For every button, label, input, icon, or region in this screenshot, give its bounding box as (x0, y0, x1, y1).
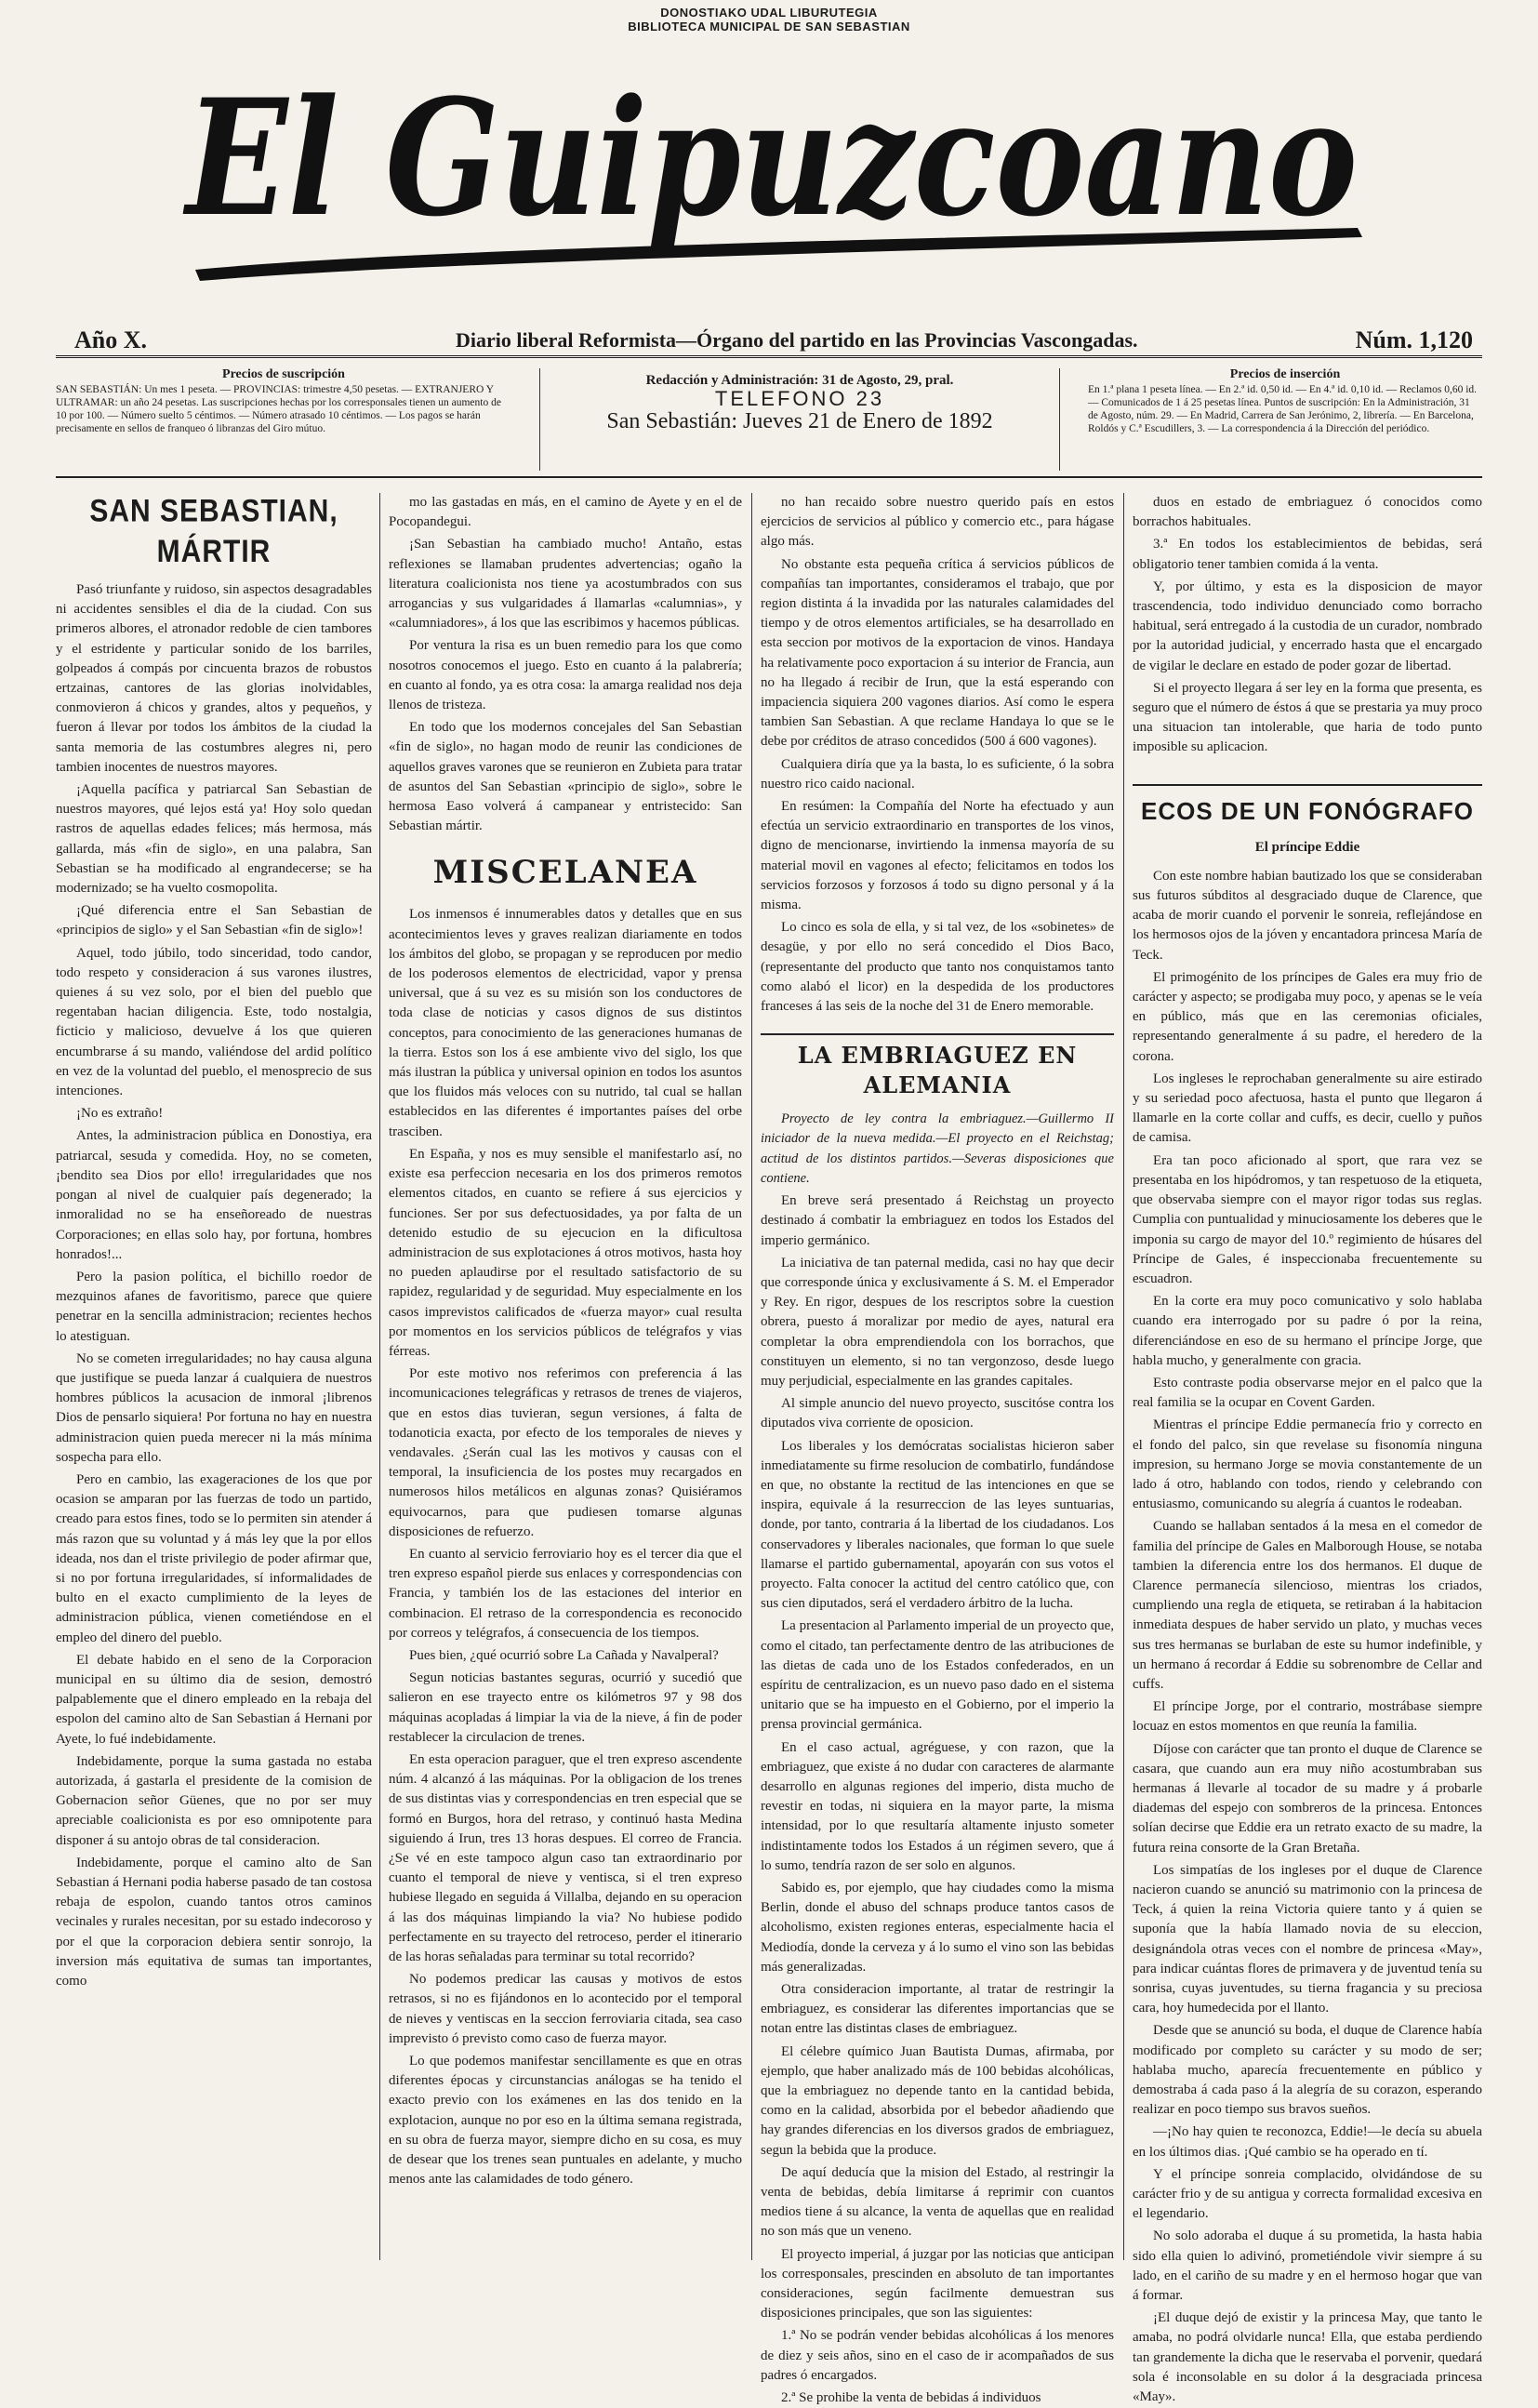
paragraph: Por este motivo nos referimos con preferencia á las incomunicaciones telegráficas y retrasos de trenes de viajeros, que en estos dias tuvieran, segun versiones, á falta de todanoticia exacta, por efecto de los temporales de nieves y vendavales. ¿Serán cual las les motivos y causas con el temporal, la insuficiencia de los postes muy recargados en numerosos hilos metálicos en algunas zonas? Quisiéramos equivocarnos, para que pudiesen tomarse algunas disposiciones de refuerzo. (389, 1366, 742, 1539)
article-headline: ECOS DE UN FONÓGRAFO (1133, 784, 1482, 827)
article-continuation (389, 493, 742, 836)
paragraph: Con este nombre habian bautizado los que se consideraban sus futuros súbditos al desgraciado duque de Clarence, que acaba de morir cuando el porvenir le sonreia, reflejándose en los hermosos ojos de la jóven y encantadora princesa María de Teck. (1133, 868, 1482, 963)
paragraph: En la corte era muy poco comunicativo y solo hablaba cuando era interrogado por su padre ó por la reina, diferenciándose en eso de su hermano el príncipe Jorge, que habla mucho, y generalmente con gracia. (1133, 1294, 1482, 1368)
paragraph: El proyecto imperial, á juzgar por las noticias que anticipan los corresponsales, prescinden en absoluto de tan importantes consideraciones, según facilmente demuestran sus disposiciones principales, que son las siguientes: (761, 2246, 1114, 2322)
paragraph: Segun noticias bastantes seguras, ocurrió y sucedió que salieron en ese trayecto entre os kilómetros 97 y 98 dos máquinas acopladas á limpiar la via de la nieve, á fin de poder restablecer la circulacion de trenes. (389, 1670, 742, 1745)
masthead (158, 37, 1386, 307)
column-1 (56, 493, 372, 2260)
issue-number: Núm. 1,120 (1355, 326, 1473, 353)
paragraph: ¡San Sebastian ha cambiado mucho! Antaño, estas reflexiones se llamaban prudentes advertencias; ogaño la literatura coalicionista nos tiene ya acostumbrados con sus arrogancias y sus vulgaridades á llamarlas «calumnias», y «calumniadores», á los que las escribimos y hacemos públicas. (389, 537, 742, 632)
paragraph: No obstante esta pequeña crítica á servicios públicos de compañías tan importantes, consideramos el trabajo, que por region distinta á la invadida por las naturales calamidades del tiempo y de otros elementos artificiales, se ha desarrollado en esta seccion por motivos de la exportacion de vinos. Handaya ha relativamente poco exportacion á su interior de Francia, aun no ha llegado á recibir de Irun, que la está esperando con impaciencia siquiera 200 vagones diarios. Así como le espera tambien San Sebastian. A que reclame Handaya lo que se le debe por créditos de atraso concedidos (500 á 600 vagones). (761, 556, 1114, 750)
insertion-prices (1088, 368, 1482, 435)
paragraph: 2.ª Se prohibe la venta de bebidas á individuos (781, 2390, 1041, 2406)
paragraph: ¡No es extraño! (76, 1106, 164, 1122)
paragraph: duos en estado de embriaguez ó conocidos como borrachos habituales. (1133, 495, 1482, 530)
paragraph: Sabido es, por ejemplo, que hay ciudades como la misma Berlin, donde el abuso del schnaps produce tantos casos de alcoholismo, existen regiones enteras, especialmente hacia el Mediodía, donde la cerveza y á lo sumo el vino son las bebidas más generalizadas. (761, 1881, 1114, 1975)
masthead-title: El Guipuzcoano (181, 63, 1358, 252)
article-continuation (761, 493, 1114, 1017)
editorial-info (539, 368, 1060, 471)
paragraph: En todo que los modernos concejales del San Sebastian «fin de siglo», no hagan modo de reunir las condiciones de aquellos graves varones que se reunieron en Zubieta para tratar de asuntos del San Sebastian «principio de siglo», sobre le hermosa Easo volverá á campanear y entristecido: San Sebastian mártir. (389, 720, 742, 834)
paragraph: Al simple anuncio del nuevo proyecto, suscitóse contra los diputados viva corriente de oposicion. (761, 1396, 1114, 1431)
paragraph: El debate habido en el seno de la Corporacion municipal en su último dia de sesion, demostró palpablemente que el dinero empleado en la rebaja del espolon del camino alto de San Sebastian á Hernani por Ayete, lo fué indebidamente. (56, 1652, 372, 1747)
article-headline: MISCELANEA (432, 854, 698, 892)
paragraph: En España, y nos es muy sensible el manifestarlo así, no existe esa perfeccion necesaria en los dos primeros remotos elementos citados, en cuanto se refiere á sus ejercicios y funciones. Ser por sus defectuosidades, ya por falta de un detenido estudio de su ejecucion en la dificultosa administracion de sus explotaciones á otros motivos, hasta hoy no pueden aplaudirse por el resultado satisfactorio de su rapidez, regularidad y de seguridad. Muy especialmente en los casos imprevistos calificados de «fuerza mayor» cual resulta por momentos en los servicios públicos de telégrafos y vias férreas. (389, 1146, 742, 1359)
article-headline: SAN SEBASTIAN, MÁRTIR (89, 493, 338, 570)
subtitle: Diario liberal Reformista—Órgano del partido en las Provincias Vascongadas. (456, 328, 1138, 352)
column-2 (389, 493, 742, 2260)
paragraph: El célebre químico Juan Bautista Dumas, afirmaba, por ejemplo, que haber analizado más de 100 bebidas alcohólicas, que la embriaguez no depende tanto en la cantidad bebida, como en la calidad, absorbida por el bebedor añadiendo que hay grandes diferencias en los diversos grados de embriaguez, segun la bebida que la produce. (761, 2043, 1114, 2158)
paragraph: Por ventura la risa es un buen remedio para los que como nosotros conocemos el juego. Esto en cuanto á la palabrería; en cuanto al fondo, ya es otra cosa: la amarga realidad nos deja llenos de tristeza. (389, 638, 742, 713)
insertion-title: Precios de inserción (1229, 367, 1341, 381)
paragraph: Pues bien, ¿qué ocurrió sobre La Cañada y Navalperal? (409, 1647, 719, 1663)
paragraph: ¡Qué diferencia entre el San Sebastian de «principios de siglo» y el San Sebastian «fin de siglo»! (56, 903, 372, 938)
paragraph: No se cometen irregularidades; no hay causa alguna que justifique se pueda lanzar á cualquiera de nuestros hombres públicos la acusacion de inmoral ¡librenos Dios de pensarlo siquiera! Por fortuna no hay en nuestra administracion quien pueda merecer ni la más mínima sospecha para ello. (56, 1350, 372, 1465)
paragraph: Díjose con carácter que tan pronto el duque de Clarence se casara, que cuando aun era muy niño acostumbraban sus hermanas á llevarle al tocador de su madre y á probarle diademas del espejo con sombreros de la princesa. Entonces solían decirse que Eddie era un retrato exacto de su madre, la futura reina consorte de la Gran Bretaña. (1133, 1741, 1482, 1856)
paragraph: ¡El duque dejó de existir y la princesa May, que tanto le amaba, no podrá olvidarle nunca! Ella, que estaba perdiendo tan grandemente la dicha que le reservaba el porvenir, quedará sola é inconsolable en su dolor á la desgraciada princesa «May». (1133, 2310, 1482, 2405)
column-rule (379, 493, 380, 2260)
paragraph: Aquel, todo júbilo, todo sinceridad, todo candor, todo respeto y consideracion á sus varones ilustres, quienes á su vez solo, por el bien del pueblo que regentaban hacian diligencia. Este, todo nostalgia, ficticio y malicioso, devuelve á los que quieren encumbrarse á su mando, valiéndose del ardid político en vez de la voluntad del pueblo, el menosprecio de sus intenciones. (56, 945, 372, 1099)
paragraph: Si el proyecto llegara á ser ley en la forma que presenta, es seguro que el número de éstos á que se prestaria ya muy proco una situacion tan intolerable, que haria de todo punto imposible su aplicacion. (1133, 680, 1482, 755)
paragraph: Esto contraste podia observarse mejor en el palco que la real familia se la ocupar en Covent Garden. (1133, 1375, 1482, 1411)
paragraph: La iniciativa de tan paternal medida, casi no hay que decir que corresponde única y exclusivamente á S. M. el Emperador y Rey. En rigor, despues de los rescriptos sobre la cuestion obrera, puesto á moralizar por medio de ayes, natural era completar la obra emprendiendola con los borrachos, que constituyen un elemento, si no tan vergonzoso, desde luego muy perjudicial, especialmente en las grandes capitales. (761, 1255, 1114, 1389)
subscription-text: SAN SEBASTIÁN: Un mes 1 peseta. — PROVINCIAS: trimestre 4,50 pesetas. — EXTRANJERO Y ULTRAMAR: un año 24 pesetas. Las suscripciones hechas por los corresponsales tienen un aumento de 10 por 100. — Número suelto 5 céntimos. — Número atrasado 10 céntimos. — Los pagos se harán precisamente en sellos de franqueo ó libranzas del Giro mútuo. (56, 384, 501, 434)
paragraph: En breve será presentado á Reichstag un proyecto destinado á combatir la embriaguez en todos los Estados del imperio germánico. (761, 1193, 1114, 1248)
year-label: Año X. (74, 326, 148, 353)
paragraph: Pero la pasion política, el bichillo roedor de mezquinos afanes de favoritismo, parece que quiere penetrar en la sencilla administracion; recientes hechos lo atestiguan. (56, 1269, 372, 1344)
paragraph: Otra consideracion importante, al tratar de restringir la embriaguez, es considerar las diferentes importancias que se notan entre las distintas clases de embriaguez. (761, 1982, 1114, 2037)
paragraph: Antes, la administracion pública en Donostiya, era patriarcal, sesuda y comedida. Hoy, no se cometen, ¡bendito sea Dios por ello! irregularidades que nos pongan al nivel de cualquier país degenerado; la inmoralidad no se ha enseñoreado de nuestras Corporaciones; en ellas solo hay, por fortuna, hombres honrados!... (56, 1128, 372, 1262)
column-rule (751, 493, 752, 2260)
paragraph: El príncipe Jorge, por el contrario, mostrábase siempre locuaz en estos momentos en que reunía la familia. (1133, 1699, 1482, 1735)
article-body (761, 1191, 1114, 2408)
paragraph: Cualquiera diría que ya la basta, lo es suficiente, ó la sobra nuestro rico caido nacional. (761, 756, 1114, 792)
article-continuation (1133, 493, 1482, 758)
paragraph: Y, por último, y esta es la disposicion de mayor trascendencia, todo individuo denunciado como borracho habitual, será entregado á la custodia de un curador, nombrado por la autoridad judicial, y encerrado hasta que el encargado de vigilar le declare en estado de poder gozar de libertad. (1133, 579, 1482, 673)
paragraph: En cuanto al servicio ferroviario hoy es el tercer dia que el tren expreso español pierde sus enlaces y correspondencias con Francia, y también los de las estaciones del interior en combinacion. El retraso de la correspondencia es reconocido por correos y telégrafos, á consecuencia de los tiempos. (389, 1546, 742, 1641)
subscription-prices (56, 368, 511, 435)
paragraph: —¡No hay quien te reconozca, Eddie!—le decía su abuela en los últimos dias. ¡Qué cambio se ha operado en tí. (1133, 2124, 1482, 2160)
paragraph: Desde que se anunció su boda, el duque de Clarence había modificado por completo su carácter y su modo de ser; hablaba mucho, aparecía frecuentemente en público y demostraba á cada paso á la alegría de su corazon, esperando realizar en poco tiempo sus bravos sueños. (1133, 2023, 1482, 2118)
article-body (389, 905, 742, 2189)
archive-line-1: DONOSTIAKO UDAL LIBURUTEGIA (660, 6, 878, 20)
column-3 (761, 493, 1114, 2406)
paragraph: Indebidamente, porque la suma gastada no estaba autorizada, á gastarla el presidente de la comision de Gobernacion señor Güenes, que no por ser muy apreciable coalicionista es por eso omnipotente para disponer á su antojo obras de tal consideracion. (56, 1753, 372, 1848)
paragraph: Lo que podemos manifestar sencillamente es que en otras diferentes épocas y circunstancias análogas se ha tenido el exacto previo con los exámenes en las dos tenido en la explotacion, aunque no por eso en la última semana registrada, en su obra de fuerza mayor, siempre dicho en su cosa, es muy de desear que los trenes sean puntuales en adelante, y mucho menos ante las calamidades de todo género. (389, 2054, 742, 2188)
paragraph: Los liberales y los demócratas socialistas hicieron saber inmediatamente su firme resolucion de combatirlo, fundándose en que, no obstante la rectitud de las intenciones en que se inspira, equivale á la resurreccion de las leyes suntuarias, donde, por tanto, contraria á la libertad de los ciudadanos. Los conservadores y liberales nacionales, que forman lo que suele llamarse el partido gubernamental, apoyarán con sus votos el proyecto. Falta conocer la actitud del centro católico que, con sus cien diputados, será el verdadero árbitro de la lucha. (761, 1438, 1114, 1612)
paragraph: No solo adoraba el duque á su prometida, la hasta habia sido ella quien lo adivinó, prometiéndole vivir siempre á su lado, en el cariño de su madre y en el hermoso hogar que van á formar. (1133, 2228, 1482, 2304)
subscription-title: Precios de suscripción (222, 367, 345, 381)
article-body (56, 580, 372, 1991)
paragraph: En el caso actual, agréguese, y con razon, que la embriaguez, que existe á no dudar con caracteres de alarmante desarrollo en algunas regiones del imperio, dista mucho de revestir en todas, ni siquiera en la mayor parte, la misma intensidad, por lo que resultaría altamente injusto someter indistintamente todos los Estados á un régimen severo, que á lo sumo, tendría razon de ser solo en algunos. (761, 1739, 1114, 1873)
paragraph: no han recaido sobre nuestro querido país en estos ejercicios de servicios al público y comercio etc., para hágase algo más. (761, 495, 1114, 550)
paragraph: Los ingleses le reprochaban generalmente su aire estirado y su seriedad poco afectuosa, hasta el punto que llegaron á llamarle en la corte collar and cuffs, es decir, cuello y puños de camisa. (1133, 1071, 1482, 1146)
article-subhead: El príncipe Eddie (1254, 839, 1360, 855)
paragraph: Indebidamente, porque el camino alto de San Sebastian á Hernani podia haberse pasado de tan costosa rebaja de espolon, cuando tantos otros caminos vecinales y rurales necesitan, por su estado indecoroso y por el que la corporacion debiera sentir sonrojo, la inversion más equitativa de sumas tan importantes, como (56, 1855, 372, 1989)
archive-stamp (0, 6, 1538, 33)
paragraph: Cuando se hallaban sentados á la mesa en el comedor de familia del príncipe de Gales en Malborough House, se notaba tambien la diferencia entre los dos hermanos. El duque de Clarence permanecía silencioso, mientras los criados, cumpliendo una regla de etiqueta, se retiraban á la habitacion inmediata despues de haber servido un plato, y muchas veces sus tres hermanas se burlaban de este su humor indefinible, y un hermano á recordar á Eddie su sobrenombre de Cellar and cuffs. (1133, 1519, 1482, 1692)
paragraph: 1.ª No se podrán vender bebidas alcohólicas á los menores de diez y seis años, sino en el caso de ir acompañados de sus padres ó encargados. (761, 2328, 1114, 2383)
paragraph: Los simpatías de los ingleses por el duque de Clarence nacieron cuando se anunció su matrimonio con la princesa de Teck, á quien la reina Victoria quiere tanto y á quien se suponía que la había llamado novia de su eleccion, designándola otras veces con el nombre de princesa «May», para indicar cuántas flores de primavera y de juventud tenía su sonrisa, cuyas juventudes, su tierna fragancia y su preciosa cara, hoy humedecida por el llanto. (1133, 1862, 1482, 2016)
insertion-text: En 1.ª plana 1 peseta línea. — En 2.ª id. 0,50 id. — En 4.ª id. 0,10 id. — Reclamos 0,60 id. — Comunicados de 1 á 25 pesetas línea. Puntos de suscripción: En la Administración, 31 de Agosto, núm. 29. — En Madrid, Carrera de San Jerónimo, 2, librería. — En Barcelona, Roldós y C.ª Escudillers, 3. — La correspondencia á la Dirección del periódico. (1088, 384, 1478, 434)
paragraph: mo las gastadas en más, en el camino de Ayete y en el de Pocopandegui. (389, 495, 742, 530)
paragraph: En esta operacion paraguer, que el tren expreso ascendente núm. 4 alcanzó á las máquinas. Por la obligacion de los trenes de sus distintas vias y correspondencias en tren especial que se formó en Burgos, hora del retraso, y continuó hasta Medina siguiendo á Irun, tres 13 horas despues. El correo de Francia. ¿Se vé en este tampoco algun caso tan extraordinario por cuanto el temporal de nieve y ventisca, si el tren expreso hubiese llegado en seguida á Villalba, dejando en su operacion á las dos máquinas limpiando la via? No hubiese podido perfectamente en su trayecto del retroceso, perder el itinerario de las horas señaladas para terminar su total recorrido? (389, 1751, 742, 1965)
paragraph: Pero en cambio, las exageraciones de los que por ocasion se amparan por las fuerzas de todo un partido, creado para estos fines, todo se lo permiten sin atender á más razon que su voluntad y á más ley que la por ellos ideada, nos dan el triste privilegio de poder afirmar que, si no por fortuna irregularidades, sí informalidades de bulto en el exacto cumplimiento de la leyes de administracion pública, vienen cometiéndose en el empleo del dinero del pueblo. (56, 1471, 372, 1645)
paragraph: Lo cinco es sola de ella, y si tal vez, de los «sobinetes» de desagüe, y por ello no será concedido el Dios Baco, (representante del producto que tanto nos conquistamos tanto como alabó el licor) en la despedida de los productores franceses á las seis de la noche del 31 de Enero memorable. (761, 920, 1114, 1015)
paragraph: 3.ª En todos los establecimientos de bebidas, será obligatorio tener tambien comida á la venta. (1133, 537, 1482, 572)
article-headline: LA EMBRIAGUEZ EN ALEMANIA (761, 1033, 1114, 1100)
paragraph: Pasó triunfante y ruidoso, sin aspectos desagradables ni accidentes sensibles el dia de la ciudad. Con sus primeros albores, el atronador redoble de cien tambores y el estridente y particular sonido de los barriles, golpeados á compás por cincuenta brazos de robustos ertzainas, cantores de las glorias inolvidables, conmovieron á chicos y grandes, altos y pequeños, y fueron á llevar por todos los ámbitos de la ciudad la santa memoria de las costumbres alegres ni, pero tambien inocentes de nuestros mayores. (56, 582, 372, 775)
paragraph: No podemos predicar las causas y motivos de estos retrasos, si no es fijándonos en lo acontecido por el temporal de nieves y ventiscas en la seccion ferroviaria citada, sea caso imprevisto ó previsto como caso de fuerza mayor. (389, 1972, 742, 2046)
redaction-address: Redacción y Administración: 31 de Agosto, 29, pral. (645, 373, 954, 388)
article-body (1133, 867, 1482, 2407)
paragraph: Era tan poco aficionado al sport, que rara vez se presentaba en los hipódromos, y tan respetuoso de la etiqueta, que observaba siempre con el mayor rigor todas sus reglas. Cumplia con puntualidad y minuciosamente los deberes que le imponia su cargo de mayor del 10.º regimiento de húsares del Príncipe de Gales, é inspeccionaba frecuentemente su escuadron. (1133, 1152, 1482, 1286)
paragraph: De aquí deducía que la mision del Estado, al restringir la venta de bebidas, debía limitarse á reprimir con cuantos medios tiene á su alcance, la venta de aquellas que en realidad no son más que un veneno. (761, 2164, 1114, 2240)
column-4 (1133, 493, 1482, 2405)
paragraph: Los inmensos é innumerables datos y detalles que en sus acontecimientos leves y graves realizan diariamente en todos los ámbitos del globo, se propagan y se reproducen por medio de los poderosos elementos de electricidad, vapor y prensa universal, que á su vez es su misión son los conductores de toda clase de noticias y casos dignos de sus distintos conceptos, para conocimiento de las generaciones humanas de la tierra. Estos son los á ese ambiente vivo del siglo, los que más ilustran la pública y universal opinion en todos los asuntos que los fluidos más veloces con su nutrido, tal cual se hallan establecidos en las diferentes é importantes países del orbe trasciben. (389, 907, 742, 1139)
column-rule (1123, 493, 1124, 2260)
paragraph: El primogénito de los príncipes de Gales era muy frio de carácter y aspecto; se prodigaba muy poco, y apenas se le veía en público, más que en las ceremonias oficiales, representando generalmente á su padre, el heredero de la corona. (1133, 969, 1482, 1064)
paragraph: ¡Aquella pacífica y patriarcal San Sebastian de nuestros mayores, qué lejos está ya! Hoy solo quedan rastros de aquellas edades felices; más hermosa, más gallarda, más «fin de siglo», en una palabra, San Sebastian se ha modificado al engrandecerse; se ha modernizado; se ha vuelto cosmopolita. (56, 782, 372, 897)
rates-bar (56, 365, 1482, 478)
article-lede: Proyecto de ley contra la embriaguez.—Guillermo II iniciador de la nueva medida.—El proyecto en el Reichstag; actitud de los distintos partidos.—Severas disposiciones que contiene. (761, 1111, 1114, 1186)
telephone: TELEFONO 23 (714, 387, 885, 410)
info-bar (56, 321, 1482, 358)
masthead-logo (158, 37, 1386, 307)
issue-date: San Sebastián: Jueves 21 de Enero de 1892 (606, 409, 993, 433)
paragraph: En resúmen: la Compañía del Norte ha efectuado y aun efectúa un servicio extraordinario en transportes de los vinos, digno de mencionarse, invirtiendo la inmensa mayoría de su material movil en vagones al efecto; felicitamos en todos los servicios forzosos y forzosos á todo su digno personal y á la misma. (761, 799, 1114, 913)
archive-line-2: BIBLIOTECA MUNICIPAL DE SAN SEBASTIAN (628, 20, 910, 33)
paragraph: La presentacion al Parlamento imperial de un proyecto que, como el citado, tan perfectamente dentro de las atribuciones de las dietas de cada uno de los Estados confederados, en un espíritu de centralizacion, es un nuevo paso dado en el sistema unitario que se ha impuesto en el Gobierno, por el imperio la prensa provincial germánica. (761, 1618, 1114, 1733)
paragraph: Y el príncipe sonreia complacido, olvidándose de su carácter frio y de su antigua y correcta formalidad excesiva en el legendario. (1133, 2166, 1482, 2222)
paragraph: Mientras el príncipe Eddie permanecía frio y correcto en el fondo del palco, sin que revelase su fisonomía ninguna impresion, su hermano Jorge se movia constantemente de un lado á otro, hablando con todos, riendo y celebrando con entusiasmo, comunicando su alegría á cuantos le rodeaban. (1133, 1417, 1482, 1512)
